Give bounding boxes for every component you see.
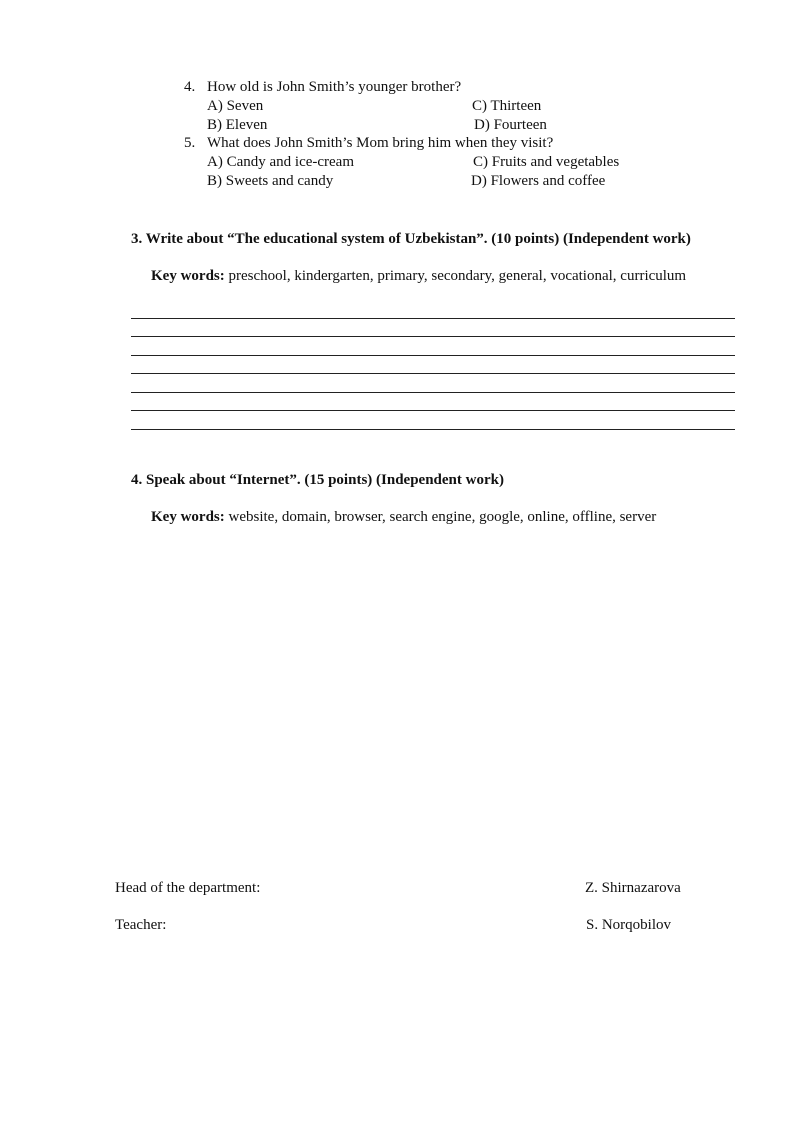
question-5-option-b: B) Sweets and candy — [207, 173, 334, 189]
question-4-number: 4. — [184, 79, 196, 95]
answer-line — [131, 336, 735, 337]
question-4-option-b: B) Eleven — [207, 117, 268, 133]
answer-line — [131, 355, 735, 356]
answer-line — [131, 429, 735, 430]
answer-line — [131, 410, 735, 411]
task-4-heading: 4. Speak about “Internet”. (15 points) (Independent work) — [131, 472, 504, 488]
question-5-option-a: A) Candy and ice-cream — [207, 154, 355, 170]
teacher-label: Teacher: — [115, 917, 167, 933]
task-3-heading: 3. Write about “The educational system of Uzbekistan”. (10 points) (Independent work) — [131, 231, 691, 247]
question-4-text: How old is John Smith’s younger brother? — [207, 79, 462, 95]
answer-line — [131, 392, 735, 393]
task-3-keywords-list: preschool, kindergarten, primary, secondary, general, vocational, curriculum — [224, 268, 687, 284]
question-5-number: 5. — [184, 135, 196, 151]
head-of-department-label: Head of the department: — [115, 880, 261, 896]
task-4-keywords — [151, 508, 656, 526]
question-5-text: What does John Smith’s Mom bring him when they visit? — [207, 135, 554, 151]
teacher-name: S. Norqobilov — [586, 917, 672, 933]
task-4-keywords-label: Key words: — [151, 509, 225, 525]
head-of-department-name: Z. Shirnazarova — [585, 880, 681, 896]
question-5-option-d: D) Flowers and coffee — [471, 173, 606, 189]
question-5-option-c: C) Fruits and vegetables — [473, 154, 620, 170]
task-4-keywords-list: website, domain, browser, search engine, google, online, offline, server — [224, 509, 657, 525]
question-4-option-c: C) Thirteen — [472, 98, 542, 114]
answer-line — [131, 373, 735, 374]
question-4-option-a: A) Seven — [207, 98, 264, 114]
answer-line — [131, 318, 735, 319]
question-4-option-d: D) Fourteen — [474, 117, 547, 133]
task-3-keywords-label: Key words: — [151, 268, 225, 284]
task-3-keywords — [151, 267, 686, 285]
